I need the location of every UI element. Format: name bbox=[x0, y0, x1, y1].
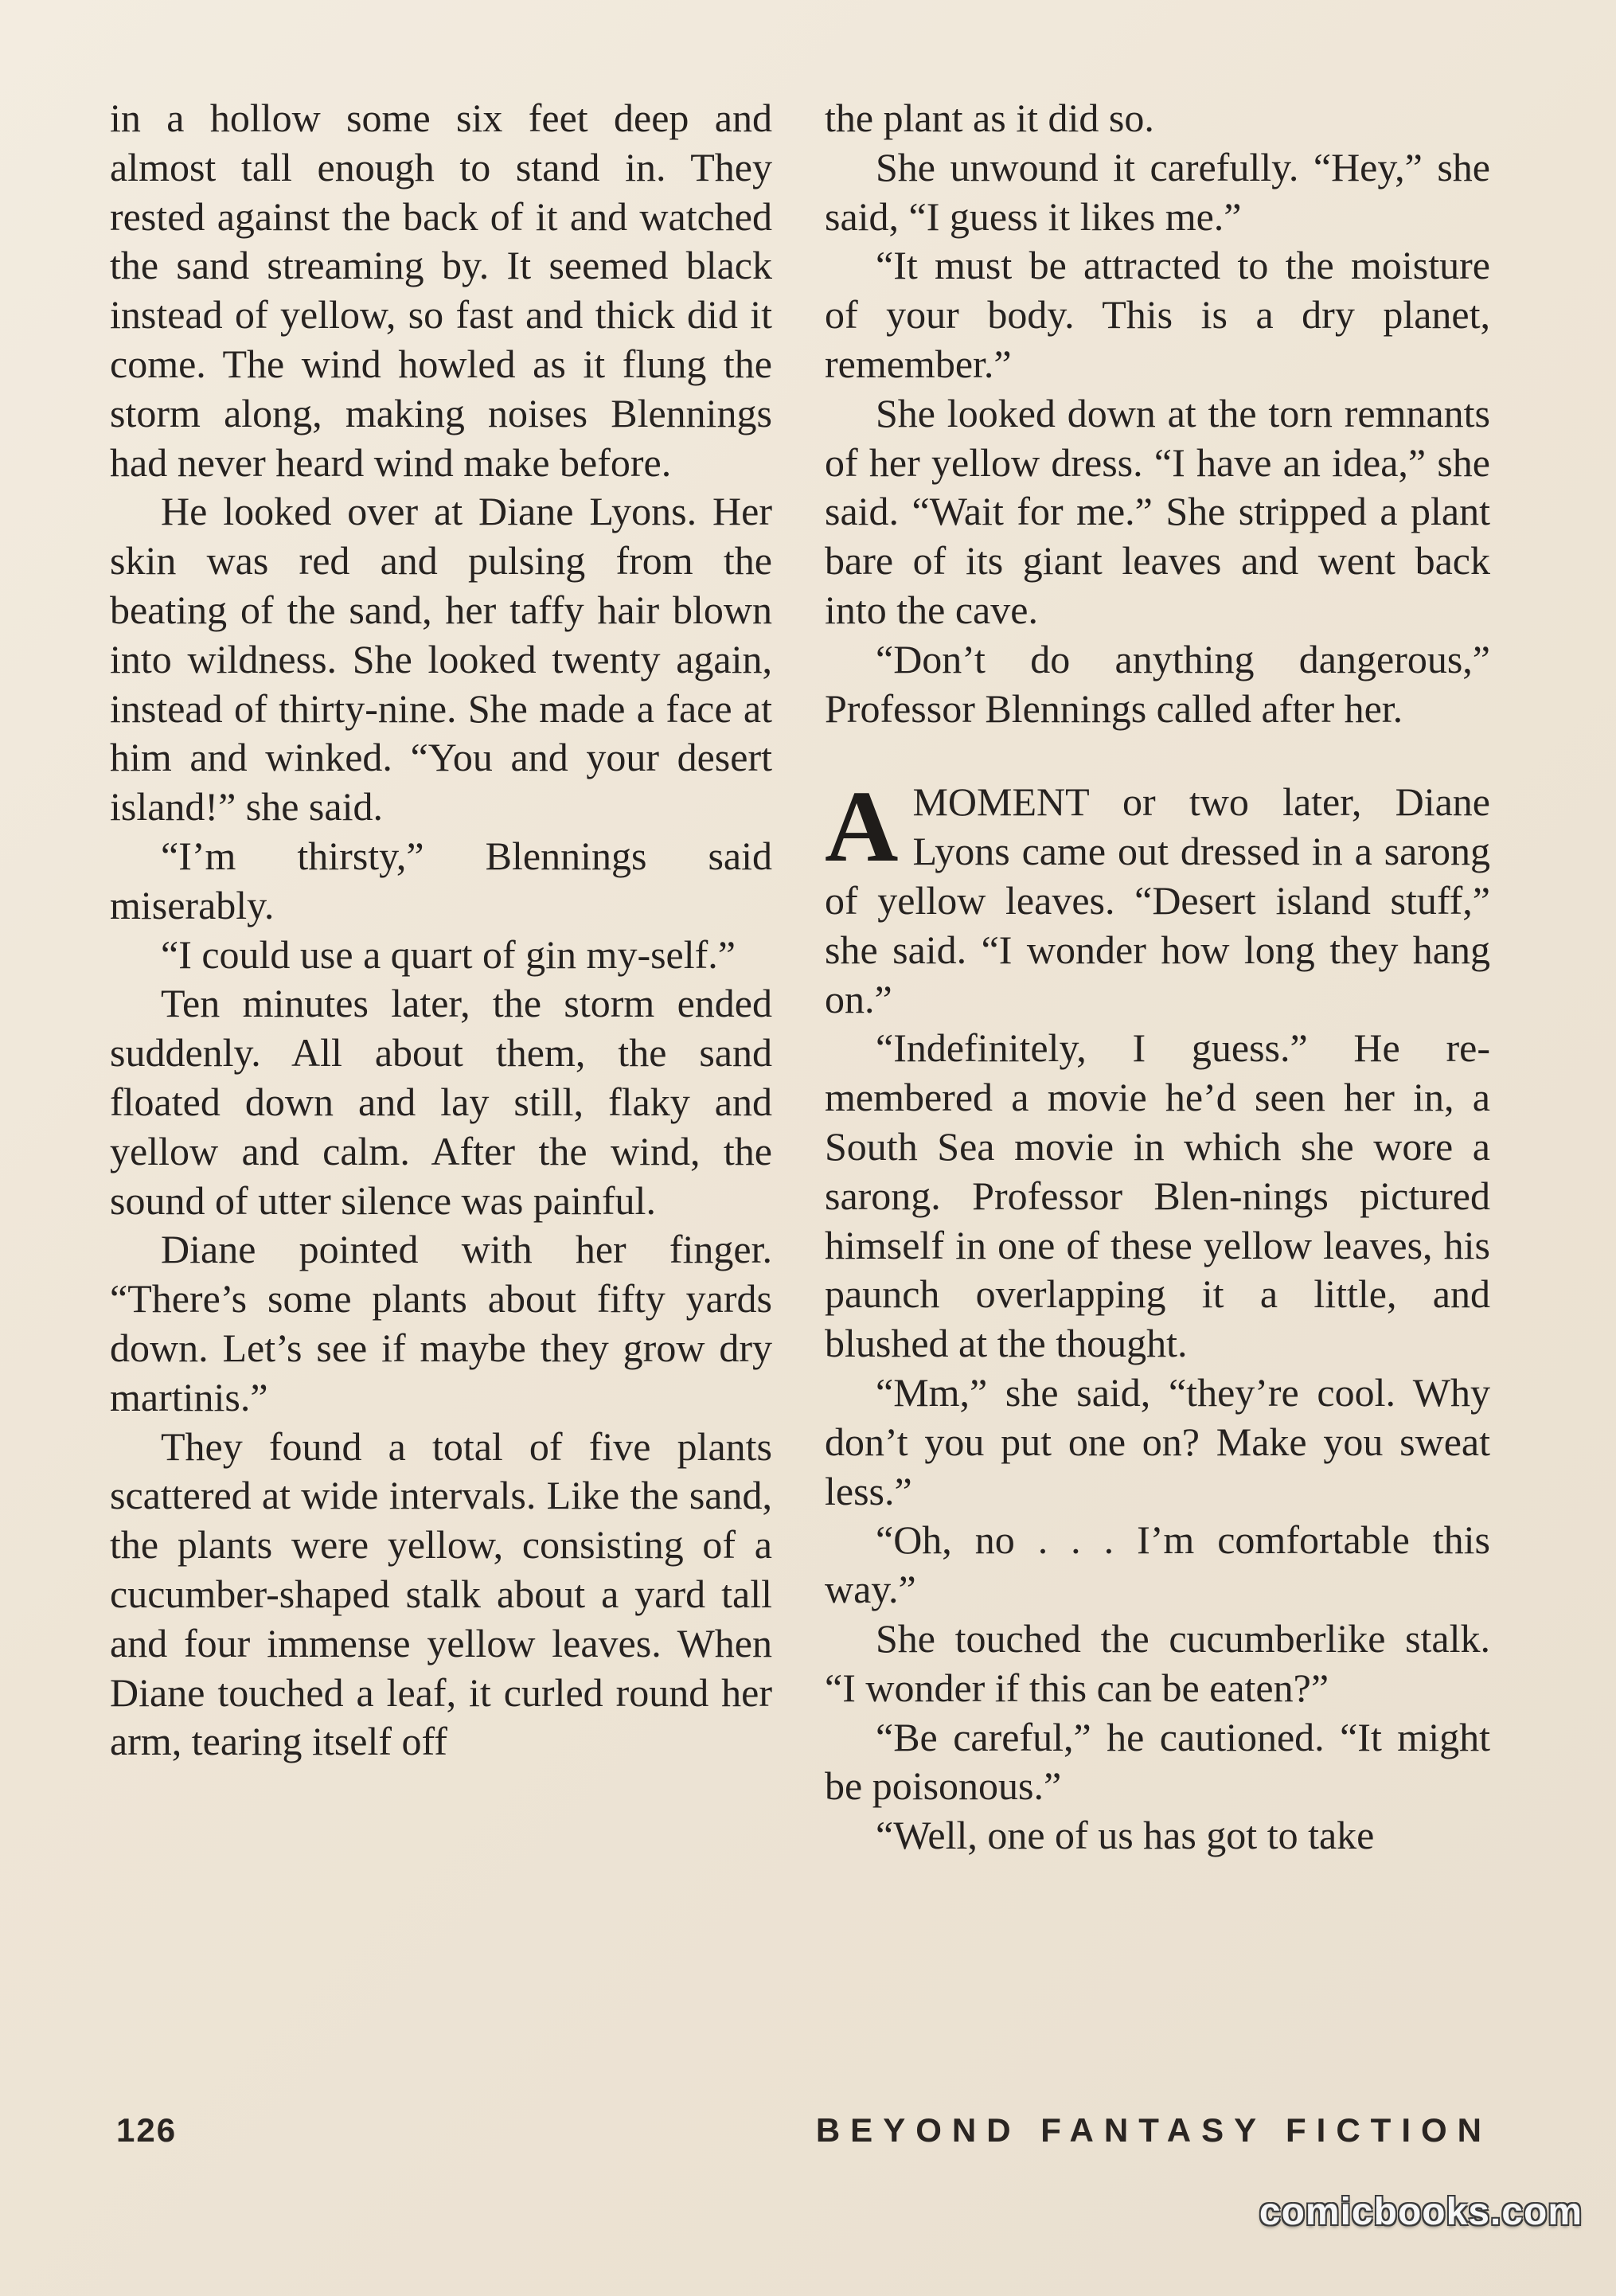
watermark-logo: comicbooks.com bbox=[1259, 2191, 1583, 2233]
paragraph: “Oh, no . . . I’m comfortable this way.” bbox=[825, 1517, 1490, 1612]
paragraph: She unwound it carefully. “Hey,” she said, “I guess it likes me.” bbox=[825, 144, 1490, 239]
paragraph: in a hollow some six feet deep and almost tall enough to stand in. They rested against the back of it and watched the sand streaming by. It seemed black instead of yellow, so fast and thick did it come. The wind howled as it flung the storm along, making noises Blennings had never heard wind make before. bbox=[110, 96, 772, 485]
paragraph: “I could use a quart of gin my-self.” bbox=[161, 931, 736, 977]
section-break bbox=[825, 733, 1490, 778]
paragraph: She touched the cucumberlike stalk. “I wonder if this can be eaten?” bbox=[825, 1615, 1490, 1710]
paragraph: the plant as it did so. bbox=[825, 96, 1154, 140]
paragraph: “Don’t do anything dangerous,” Professor Blennings called after her. bbox=[825, 636, 1490, 731]
magazine-title: BEYOND FANTASY FICTION bbox=[815, 2111, 1492, 2149]
page-number: 126 bbox=[116, 2111, 178, 2149]
right-text-column bbox=[825, 94, 1490, 1861]
left-text-column bbox=[110, 94, 772, 1767]
paragraph: Ten minutes later, the storm ended suddenly. All about them, the sand floated down and lay still, flaky and yellow and calm. After the wind, the sound of utter silence was painful. bbox=[110, 981, 772, 1223]
paragraph: Diane pointed with her finger. “There’s some plants about fifty yards down. Let’s see if maybe they grow dry martinis.” bbox=[110, 1227, 772, 1419]
paragraph: “Be careful,” he cautioned. “It might be poisonous.” bbox=[825, 1714, 1490, 1809]
paragraph: “Indefinitely, I guess.” He re-membered a movie he’d seen her in, a South Sea movie in which she wore a sarong. Professor Blen-nings pictured himself in one of these yellow leaves, his paunch overlapping it a little, and blushed at the thought. bbox=[825, 1025, 1490, 1366]
paragraph: They found a total of five plants scattered at wide intervals. Like the sand, the plants were yellow, consisting of a cucumber-shaped stalk about a yard tall and four immense yellow leaves. When Diane touched a leaf, it curled round her arm, tearing itself off bbox=[110, 1423, 772, 1764]
paragraph: He looked over at Diane Lyons. Her skin was red and pulsing from the beating of the sand, her taffy hair blown into wildness. She looked twenty again, instead of thirty-nine. She made a face at him and winked. “You and your desert island!” she said. bbox=[110, 489, 772, 830]
drop-cap-letter: A bbox=[825, 770, 899, 884]
page-footer bbox=[116, 2111, 1492, 2159]
paragraph: “I’m thirsty,” Blennings said miserably. bbox=[110, 833, 772, 927]
drop-cap-paragraph-text: MOMENT or two later, Diane Lyons came out dressed in a sarong of yellow leaves. “Desert island stuff,” she said. “I wonder how long they hang on.” bbox=[825, 779, 1490, 1021]
paragraph: “Mm,” she said, “they’re cool. Why don’t you put one on? Make you sweat less.” bbox=[825, 1369, 1490, 1513]
drop-cap-paragraph bbox=[825, 770, 1490, 1024]
paragraph: She looked down at the torn remnants of her yellow dress. “I have an idea,” she said. “Wait for me.” She stripped a plant bare of its giant leaves and went back into the cave. bbox=[825, 390, 1490, 632]
paragraph: “Well, one of us has got to take bbox=[876, 1813, 1375, 1858]
paragraph: “It must be attracted to the moisture of your body. This is a dry planet, remember.” bbox=[825, 243, 1490, 386]
